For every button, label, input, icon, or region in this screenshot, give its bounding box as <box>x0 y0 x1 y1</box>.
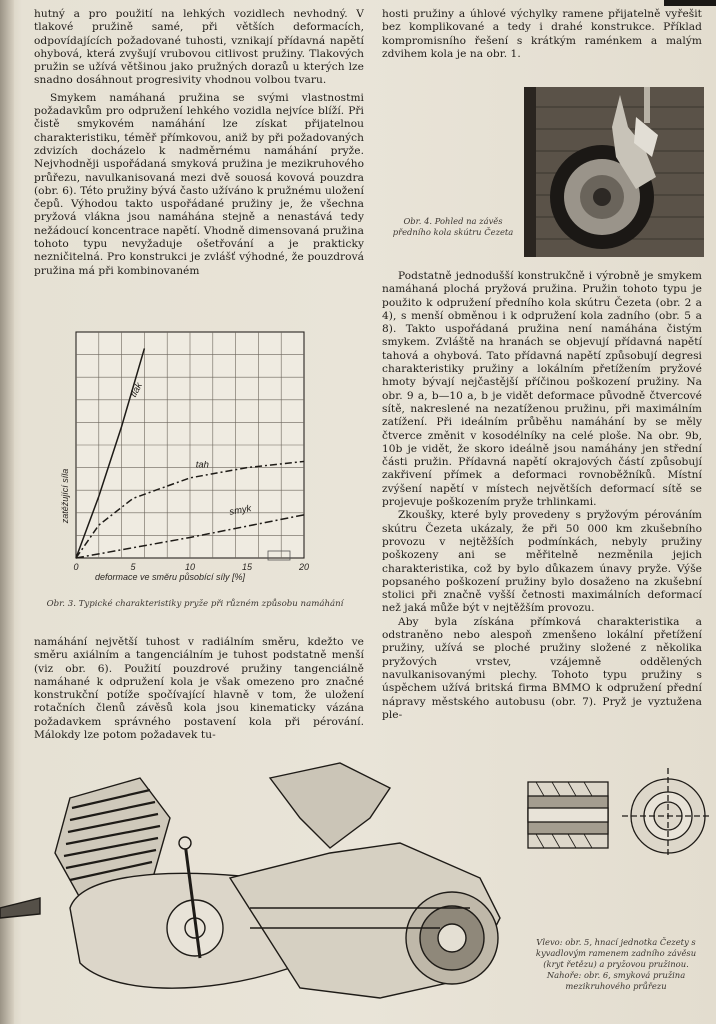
paragraph-2: Smykem namáhaná pružina se svými vlastnostmi požadavkům pro odpružení lehkého vozidla nejvíce blíží. Při čistě smykovém namáhání lze získat přijatelnou charakteristiku, téměř přímkovou, aniž by při požadovaných zdvizích docházelo k nadměrnému namáhání pryže. Nejvhodněji uspořádaná smyková pružina je mezikruhového průřezu, navulkanisovaná mezi dvě souosá kovová pouzdra (obr. 6). Této pružiny bývá často užíváno k pružnému uložení čepů. Výhodou takto uspořádané pružiny je, že všechna pryžová vlákna jsou namáhána stejně a nenastává tedy nežádoucí koncentrace napětí. Vhodně dimensovaná pružina tohoto typu nevyžaduje ošetřování a je prakticky nezničitelná. Pro konstrukci je zvlášť výhodné, že pouzdrová pružina má při kombinovaném <box>34 91 364 277</box>
paragraph-6: Zkoušky, které byly provedeny s pryžovým pérováním skútru Čezeta ukázaly, že při 50 000 km zkušebního provozu v nejtěžších podmínkách, nebyly pružiny poškozeny ani se měřitelně nezměnila jejich charakteristika, což by bylo důkazem únavy pryže. Výše popsaného poškození pružiny bylo dosaženo na zkušební stolici při značně vyšší četnosti maximálních deformací než jaká může být v nejtěžším provozu. <box>382 509 702 615</box>
corner-tab-mark <box>664 0 716 6</box>
figure-5-drive-unit-drawing <box>0 758 520 1024</box>
paragraph-1: hutný a pro použití na lehkých vozidlech nevhodný. V tlakové pružině samé, při větších deformacích, odpovídajících požadované tuhosti, vznikají přídavná napětí ohybová, která zvyšují vrubovou citlivost pružiny. Tlakových pružin se užívá většinou jako pružných dorazů u kterých lze snadno dosáhnout progresivity vhodnou volbou tvaru. <box>34 8 364 87</box>
column-left-bottom <box>34 636 364 742</box>
column-left-top <box>34 8 364 278</box>
series-label-smyk: smyk <box>228 503 253 518</box>
figure-4-photo <box>524 87 704 257</box>
series-label-tah: tah <box>195 459 209 471</box>
figure-5-6-caption: Vlevo: obr. 5, hnací jednotka Čezety s kyvadlovým ramenem zadního závěsu (kryt řetězu) a pryžovou pružinou. Nahoře: obr. 6, smyková pružina mezikruhového průřezu <box>535 937 697 991</box>
paragraph-4: hosti pružiny a úhlové výchylky ramene přijatelně vyřešit bez komplikované a tedy i drahé konstrukce. Příklad kompromisního řešení s krátkým raménkem a malým zdvihem kola je na obr. 1. <box>382 8 702 60</box>
column-right-bottom <box>382 270 702 722</box>
x-tick-label: 10 <box>184 562 196 572</box>
paragraph-5: Podstatně jednodušší konstrukčně i výrobně je smykem namáhaná plochá pryžová pružina. Pružin tohoto typu je použito k odpružení předního kola skútru Čezeta (obr. 2 a 4), s menší obměnou i k odpružení kola zadního (obr. 5 a 8). Takto uspořádaná pružina není namáhána čistým smykem. Zvláště na hranách se objevují přídavná napětí tahová a ohybová. Tato přídavná napětí způsobují degresi charakteristiky pružiny a lokálním přetížením pryžové hmoty bývají nejčastější příčinou poškození pružiny. Na obr. 9 a, b—10 a, b je vidět deformace původně čtvercové sítě, nakreslené na nezatíženou pružinu, při maximálním zatížení. Při ideálním průběhu namáhání by se měly čtverce změnit v kosodélníky na celé ploše. Na obr. 9b, 10b je vidět, že skoro ideálně jsou namáhány jen střední části pružin. Přídavná napětí okrajových částí způsobují zakřivení přímek a deformaci rovnoběžníků. Místní zvýšení napětí v místech největších deformací sítě se projevuje poškozením pryže trhlinkami. <box>382 270 702 509</box>
chart-xlabel: deformace ve směru působící síly [%] <box>94 572 246 582</box>
paragraph-3: namáhání největší tuhost v radiálním směru, kdežto ve směru axiálním a tangenciálním je tuhost podstatně menší (viz obr. 6). Použití pouzdrové pružiny tangenciálně namáhané k odpružení kola je však omezeno pro značné konstrukční potíže spočívající hlavně v tom, že uložení rotačních členů závěsů kola jsou kinematicky vázána požadavkem správného postavení kola při pérování. Málokdy lze potom požadavek tu- <box>34 636 364 742</box>
x-tick-label: 15 <box>241 562 253 572</box>
figure-3-chart <box>30 326 330 588</box>
series-label-tlak: tlak <box>128 380 145 400</box>
figure-6-spring-drawing <box>522 766 712 858</box>
column-right-top <box>382 8 702 61</box>
figure-4-caption: Obr. 4. Pohled na závěs předního kola skútru Čezeta <box>392 216 514 237</box>
chart-ylabel: zatěžující síla <box>60 468 70 524</box>
paragraph-7: Aby byla získána přímková charakteristika a odstraněno nebo alespoň zmenšeno lokální přetížení pružiny, užívá se ploché pružiny složené z několika pryžových vrstev, vzájemně oddělených navulkanisovanými plechy. Tohoto typu pružiny s úspěchem užívá britská firma BMMO k odpružení přední nápravy městského autobusu (obr. 7). Pryž je vyztužena ple- <box>382 615 702 721</box>
chart-ticks <box>73 562 309 572</box>
x-tick-label: 20 <box>298 562 310 572</box>
chart-grid <box>76 332 304 558</box>
x-tick-label: 5 <box>130 562 136 572</box>
x-tick-label: 0 <box>73 562 79 572</box>
figure-3-caption: Obr. 3. Typické charakteristiky pryže při různém způsobu namáhání <box>46 599 344 609</box>
